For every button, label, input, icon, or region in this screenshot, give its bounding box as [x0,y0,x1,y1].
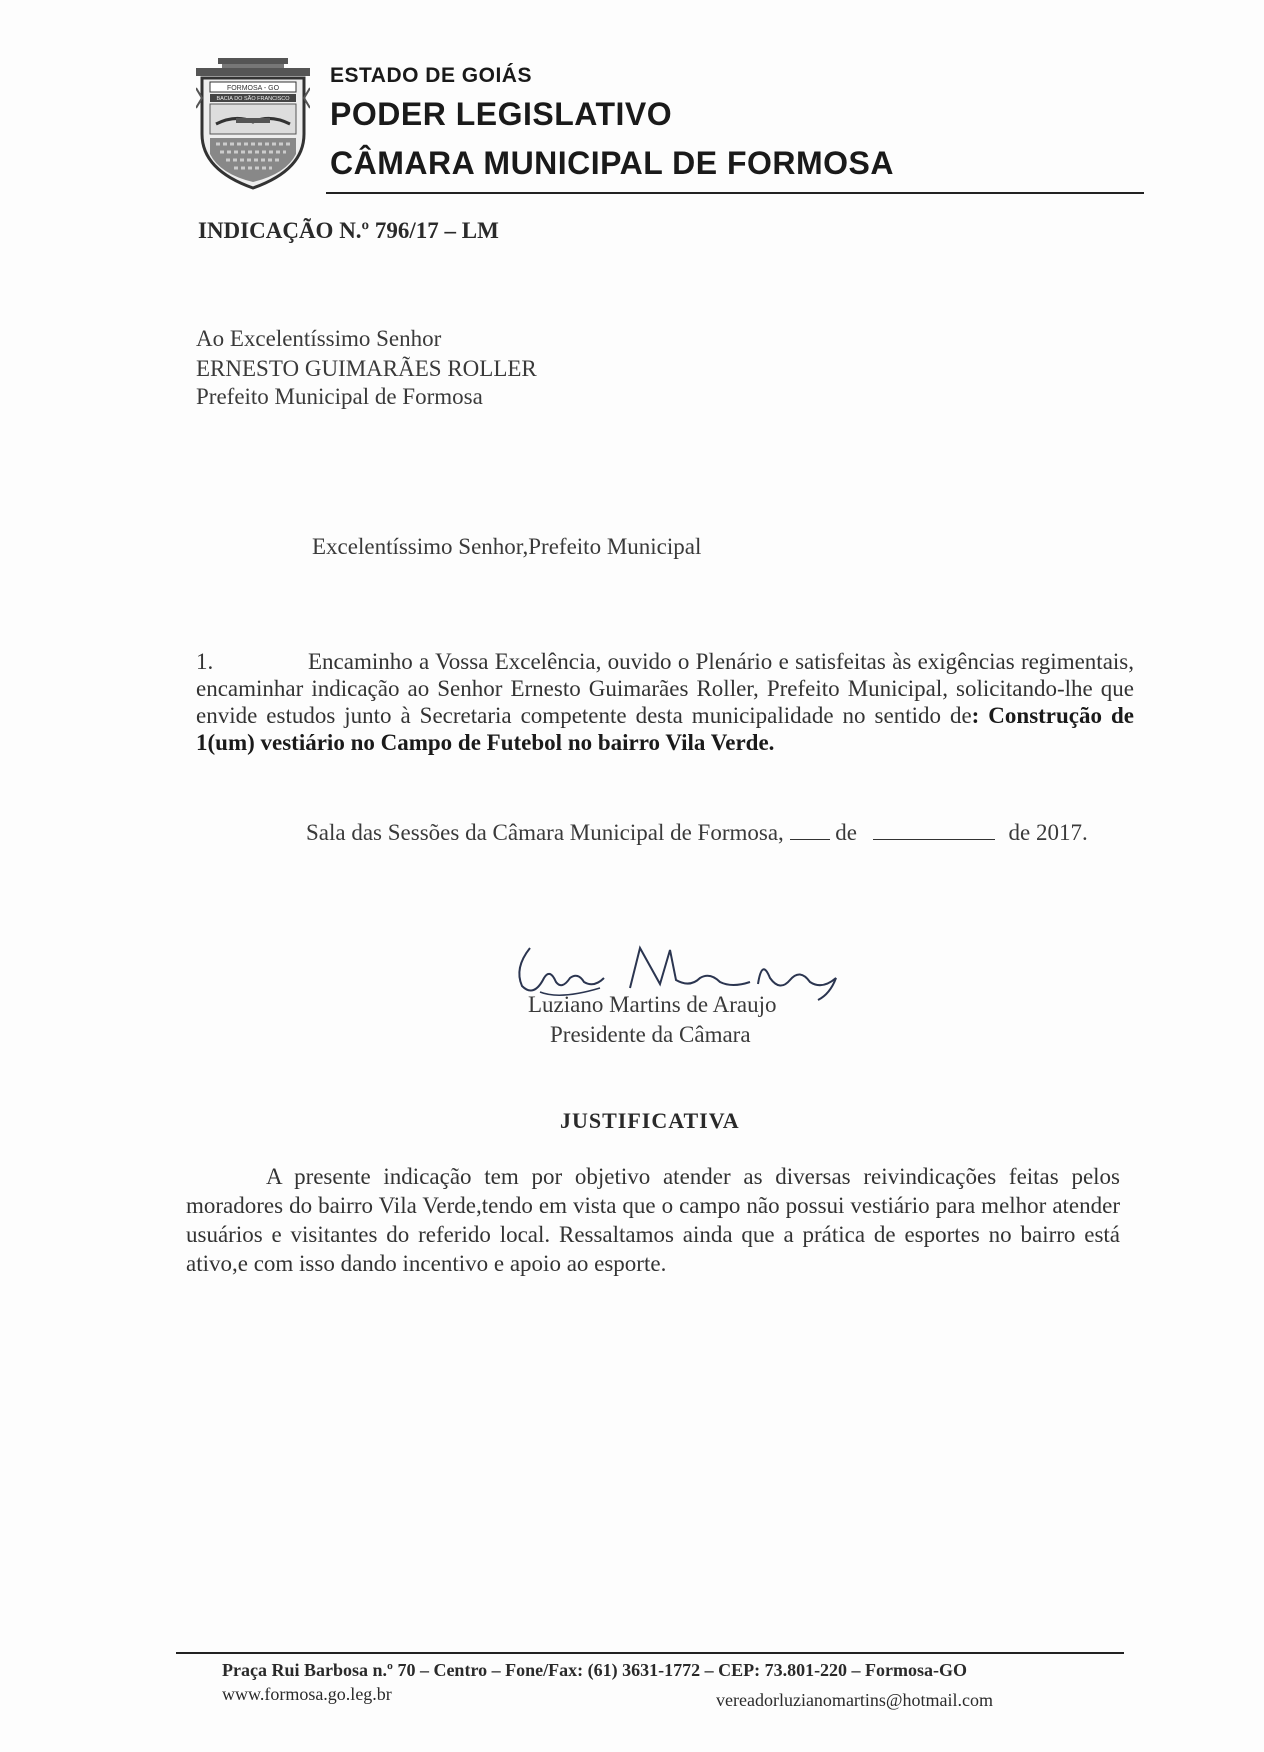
addressee-line1: Ao Excelentíssimo Senhor [196,326,442,351]
signatory-name: Luziano Martins de Araujo [528,992,777,1017]
footer-divider [176,1652,1124,1654]
footer-website: www.formosa.go.leg.br [222,1684,392,1704]
body-text: Encaminho a Vossa Excelência, ouvido o Plenário e satisfeitas às exigências regimentais, encaminhar indicação ao Senhor Ernesto Guimarães Roller, Prefeito Municipal, solicitando-lhe que envide estudos junto à Secretaria competente desta municipalidade no sentido de [196,649,1134,728]
body-paragraph [196,648,1134,756]
day-blank [790,821,830,840]
addressee-name: ERNESTO GUIMARÃES ROLLER [196,356,537,381]
justification-title: JUSTIFICATIVA [560,1108,740,1133]
header-state: ESTADO DE GOIÁS [330,64,532,87]
header-divider [326,192,1144,194]
addressee-title: Prefeito Municipal de Formosa [196,384,483,409]
justification-body: A presente indicação tem por objetivo atender as diversas reivindicações feitas pelos moradores do bairro Vila Verde,tendo em vista que o campo não possui vestiário para melhor atender usuários e visitantes do referido local. Ressaltamos ainda que a prática de esportes no bairro está ativo,e com isso dando incentivo e apoio ao esporte. [186,1164,1120,1276]
footer-address: Praça Rui Barbosa n.º 70 – Centro – Fone/Fax: (61) 3631-1772 – CEP: 73.801-220 – Formosa-GO [222,1660,968,1680]
indication-number: INDICAÇÃO N.º 796/17 – LM [198,218,499,243]
crest-label-bottom: BACIA DO SÃO FRANCISCO [216,96,290,102]
justification-text [186,1162,1120,1278]
crest-label-top: FORMOSA - GO [226,85,280,92]
month-blank [873,821,995,840]
signatory-role: Presidente da Câmara [550,1022,751,1047]
body-highlight: : Construção de 1(um) vestiário no Campo de Futebol no bairro Vila Verde. [196,703,1134,755]
closing-de: de [835,820,858,845]
paragraph-number: 1. [196,649,214,674]
closing-year: de 2017. [1008,820,1088,845]
municipal-crest [196,58,310,190]
closing-date-line [306,820,1088,846]
greeting: Excelentíssimo Senhor,Prefeito Municipal [312,534,702,559]
header-power: PODER LEGISLATIVO [330,96,673,132]
footer-email: vereadorluzianomartins@hotmail.com [716,1690,993,1710]
closing-place: Sala das Sessões da Câmara Municipal de Formosa, [306,820,784,845]
header-chamber: CÂMARA MUNICIPAL DE FORMOSA [330,145,894,181]
